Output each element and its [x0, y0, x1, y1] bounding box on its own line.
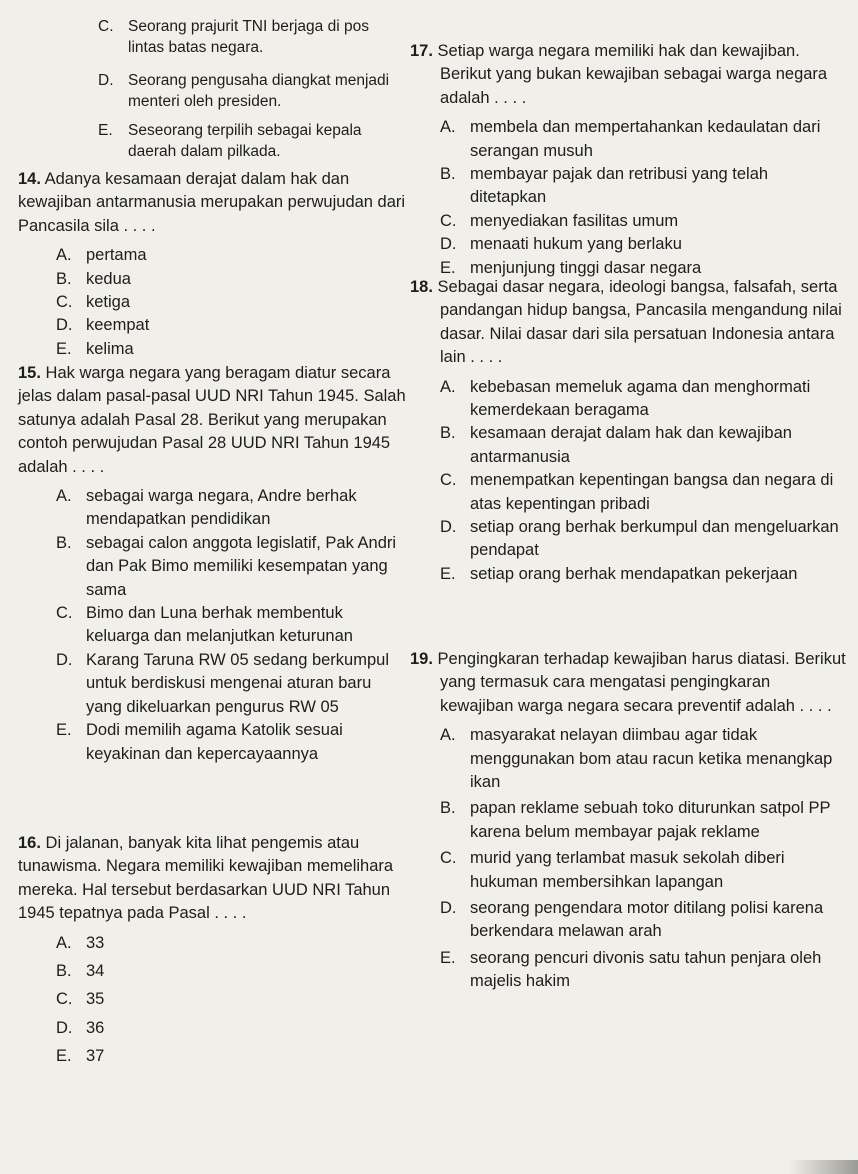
option-e	[56, 719, 406, 766]
option-text: sebagai warga negara, Andre berhak mendapatkan pendidikan	[86, 487, 357, 529]
option-b	[56, 960, 410, 983]
option-a	[56, 244, 408, 267]
option-label: C.	[440, 211, 457, 230]
question-19	[410, 648, 848, 994]
option-label: A.	[56, 246, 72, 265]
question-text: Setiap warga negara memiliki hak dan kewajiban. Berikut yang bukan kewajiban sebagai warga negara adalah . . . .	[437, 42, 828, 107]
option-c	[440, 469, 848, 516]
option-text: membayar pajak dan retribusi yang telah ditetapkan	[470, 165, 769, 207]
option-text: membela dan mempertahankan kedaulatan dari serangan musuh	[470, 118, 821, 160]
option-text: Karang Taruna RW 05 sedang berkumpul untuk berdiskusi mengenai aturan baru yang dikeluarkan pengurus RW 05	[86, 650, 389, 716]
option-label: C.	[440, 471, 457, 490]
option-label: B.	[56, 269, 72, 288]
option-d	[440, 897, 848, 944]
option-a	[440, 116, 848, 163]
option-label: E.	[98, 122, 113, 139]
question-text: Sebagai dasar negara, ideologi bangsa, falsafah, serta pandangan hidup bangsa, Pancasila mengandung nilai dasar. Nilai dasar dari sila persatuan Indonesia antara lain . . . .	[437, 278, 842, 367]
option-d	[56, 1017, 410, 1040]
question-number: 18.	[410, 278, 433, 296]
option-text: kedua	[86, 269, 131, 288]
option-label: C.	[98, 18, 114, 35]
option-e	[56, 338, 408, 361]
option-text: seorang pengendara motor ditilang polisi karena berkendara melawan arah	[470, 899, 824, 941]
option-text: setiap orang berhak mendapatkan pekerjaan	[470, 564, 798, 583]
option-label: E.	[56, 339, 72, 358]
question-stem	[18, 832, 410, 926]
option-text: pertama	[86, 246, 147, 265]
option-label: A.	[440, 377, 456, 396]
option-text: kesamaan derajat dalam hak dan kewajiban antarmanusia	[470, 424, 792, 466]
lead-option-e	[98, 120, 408, 162]
question-18	[410, 276, 848, 586]
option-e	[56, 1045, 410, 1068]
option-text: Seseorang terpilih sebagai kepala daerah dalam pilkada.	[128, 122, 362, 160]
question-15	[18, 362, 410, 766]
option-label: B.	[440, 799, 456, 818]
option-text: setiap orang berhak berkumpul dan mengeluarkan pendapat	[470, 518, 839, 560]
option-c	[56, 988, 410, 1011]
question-stem	[410, 276, 848, 370]
option-a	[56, 932, 410, 955]
option-label: C.	[56, 990, 73, 1009]
option-label: E.	[440, 258, 456, 277]
option-label: E.	[440, 564, 456, 583]
option-label: B.	[440, 165, 456, 184]
option-label: D.	[440, 899, 457, 918]
question-text: Adanya kesamaan derajat dalam hak dan kewajiban antarmanusia merupakan perwujudan dari Pancasila sila . . . .	[18, 170, 406, 235]
option-label: E.	[440, 948, 456, 967]
option-label: A.	[56, 933, 72, 952]
question-options	[440, 116, 848, 280]
question-text: Hak warga negara yang beragam diatur secara jelas dalam pasal-pasal UUD NRI Tahun 1945. Salah satunya adalah Pasal 28. Berikut yang merupakan contoh perwujudan Pasal 28 UUD NRI Tahun 1945 adalah . . . .	[18, 364, 406, 476]
option-text: 34	[86, 962, 105, 981]
option-c	[440, 210, 848, 233]
option-text: Dodi memilih agama Katolik sesuai keyakinan dan kepercayaannya	[86, 721, 343, 763]
option-label: B.	[56, 962, 72, 981]
question-number: 15.	[18, 364, 41, 382]
option-e	[440, 947, 848, 994]
question-text: Pengingkaran terhadap kewajiban harus diatasi. Berikut yang termasuk cara mengatasi pengingkaran kewajiban warga negara secara preventif adalah . . . .	[437, 650, 846, 715]
option-text: ketiga	[86, 293, 131, 312]
option-text: 33	[86, 933, 105, 952]
option-label: D.	[56, 316, 73, 335]
option-text: masyarakat nelayan diimbau agar tidak menggunakan bom atau racun ketika menangkap ikan	[470, 726, 833, 792]
question-16	[18, 832, 410, 1069]
question-number: 16.	[18, 834, 41, 852]
option-label: A.	[440, 726, 456, 745]
option-text: menyediakan fasilitas umum	[470, 211, 679, 230]
option-label: D.	[56, 1018, 73, 1037]
question-stem	[410, 40, 848, 110]
option-label: E.	[56, 1047, 72, 1066]
question-options	[56, 932, 410, 1069]
option-text: Bimo dan Luna berhak membentuk keluarga dan melanjutkan keturunan	[86, 604, 353, 646]
option-label: A.	[56, 487, 72, 506]
option-label: C.	[440, 849, 457, 868]
lead-option-c	[98, 16, 408, 58]
option-c	[440, 847, 848, 894]
option-text: seorang pencuri divonis satu tahun penjara oleh majelis hakim	[470, 948, 822, 991]
option-label: C.	[56, 293, 73, 312]
option-label: E.	[56, 721, 72, 740]
option-e	[440, 563, 848, 586]
option-label: D.	[440, 235, 457, 254]
question-options	[56, 244, 408, 361]
option-text: Seorang prajurit TNI berjaga di pos lintas batas negara.	[128, 18, 369, 56]
option-a	[440, 724, 848, 794]
question-options	[440, 376, 848, 587]
option-d	[56, 314, 408, 337]
question-options	[440, 724, 848, 993]
lead-option-d	[98, 70, 408, 112]
option-text: sebagai calon anggota legislatif, Pak Andri dan Pak Bimo memiliki kesempatan yang sama	[86, 533, 397, 599]
question-14	[18, 168, 408, 361]
option-label: C.	[56, 604, 73, 623]
option-b	[440, 797, 848, 844]
question-number: 14.	[18, 170, 41, 188]
option-b	[440, 422, 848, 469]
option-label: A.	[440, 118, 456, 137]
option-b	[56, 268, 408, 291]
option-c	[56, 291, 408, 314]
question-17	[410, 40, 848, 280]
question-number: 17.	[410, 42, 433, 60]
option-a	[56, 485, 406, 532]
option-text: menaati hukum yang berlaku	[470, 235, 682, 254]
question-number: 19.	[410, 650, 433, 668]
option-label: B.	[440, 424, 456, 443]
question-text: Di jalanan, banyak kita lihat pengemis atau tunawisma. Negara memiliki kewajiban memelihara mereka. Hal tersebut berdasarkan UUD NRI Tahun 1945 tepatnya pada Pasal . . . .	[18, 834, 394, 923]
option-b	[440, 163, 848, 210]
option-text: kebebasan memeluk agama dan menghormati kemerdekaan beragama	[470, 377, 811, 420]
question-stem	[18, 362, 410, 479]
option-d	[440, 516, 848, 563]
option-d	[440, 233, 848, 256]
option-text: menempatkan kepentingan bangsa dan negara di atas kepentingan pribadi	[470, 471, 834, 513]
option-text: papan reklame sebuah toko diturunkan satpol PP karena belum membayar pajak reklame	[470, 799, 831, 841]
option-text: keempat	[86, 316, 150, 335]
option-text: 37	[86, 1047, 105, 1066]
option-text: murid yang terlambat masuk sekolah diberi hukuman membersihkan lapangan	[470, 849, 785, 891]
lead-options	[98, 16, 408, 162]
question-stem	[18, 168, 408, 238]
option-text: Seorang pengusaha diangkat menjadi menteri oleh presiden.	[128, 72, 390, 110]
option-a	[440, 376, 848, 423]
option-b	[56, 532, 406, 602]
option-text: 36	[86, 1018, 105, 1037]
option-c	[56, 602, 406, 649]
option-text: kelima	[86, 339, 134, 358]
page-edge-shadow	[788, 1160, 858, 1174]
question-stem	[410, 648, 848, 718]
option-d	[56, 649, 406, 719]
option-text: menjunjung tinggi dasar negara	[470, 258, 702, 277]
option-label: D.	[440, 518, 457, 537]
question-options	[56, 485, 406, 766]
option-label: D.	[56, 650, 73, 669]
option-text: 35	[86, 990, 105, 1009]
option-label: D.	[98, 72, 114, 89]
option-label: B.	[56, 533, 72, 552]
